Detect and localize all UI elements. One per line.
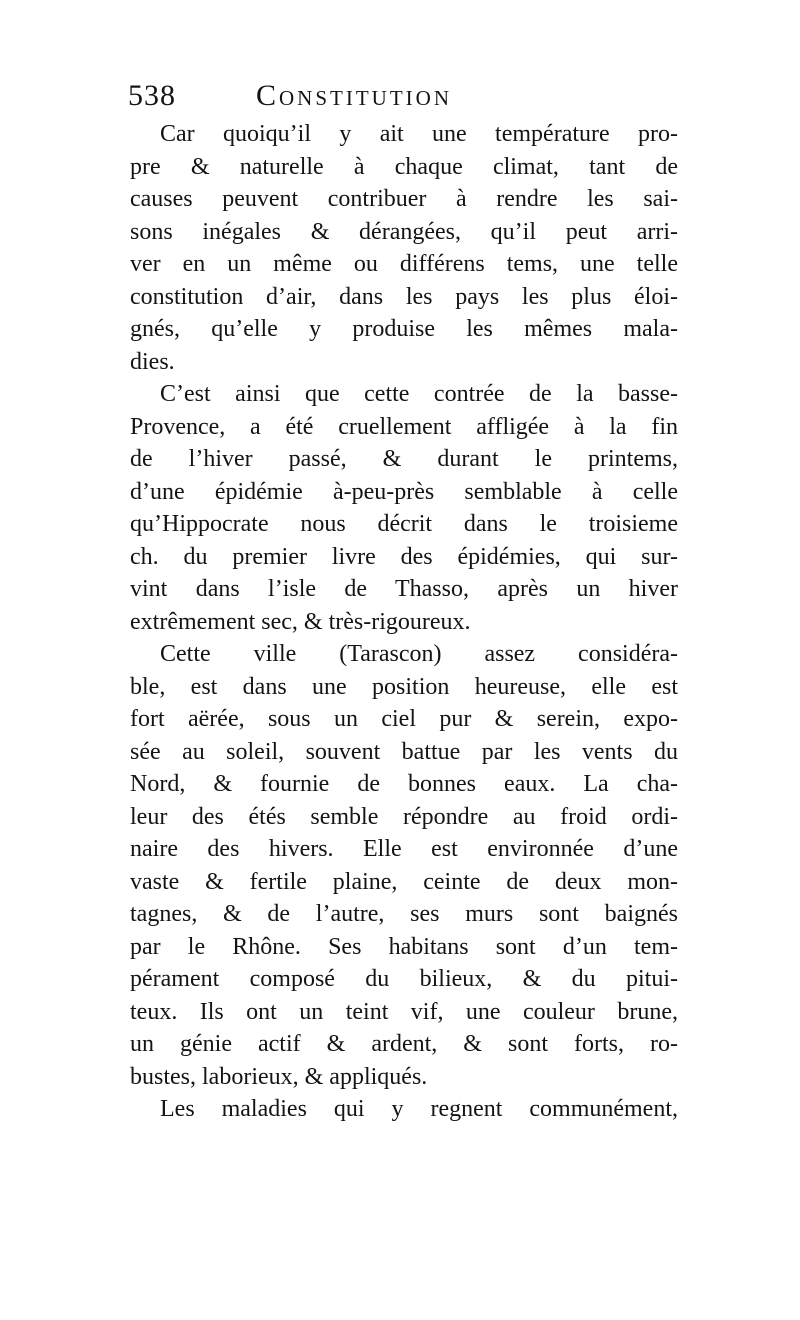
text-line: fort aërée, sous un ciel pur & serein, expo-	[130, 706, 678, 732]
text-line: tagnes, & de l’autre, ses murs sont baignés	[130, 901, 678, 927]
text-line: Nord, & fournie de bonnes eaux. La cha-	[130, 771, 678, 797]
text-line: un génie actif & ardent, & sont forts, ro-	[130, 1031, 678, 1057]
text-line: leur des étés semble répondre au froid ordi-	[130, 803, 678, 830]
running-title: Constitution	[256, 79, 452, 112]
text-line: qu’Hippocrate nous décrit dans le troisieme	[130, 511, 678, 537]
text-line: dies.	[130, 348, 175, 375]
text-line: vaste & fertile plaine, ceinte de deux mon-	[130, 868, 678, 895]
running-head	[128, 74, 688, 118]
text-line: d’une épidémie à-peu-près semblable à celle	[130, 478, 678, 505]
page-number: 538	[128, 79, 176, 112]
text-line: pérament composé du bilieux, & du pitui-	[130, 966, 678, 992]
text-line: ble, est dans une position heureuse, elle est	[130, 673, 678, 700]
text-line: sons inégales & dérangées, qu’il peut arri-	[130, 218, 678, 245]
text-line: ch. du premier livre des épidémies, qui sur-	[130, 543, 678, 570]
text-line: Provence, a été cruellement affligée à la fin	[130, 413, 678, 440]
text-line: causes peuvent contribuer à rendre les sai-	[130, 186, 678, 212]
text-line: Les maladies qui y regnent communément,	[160, 1096, 678, 1122]
text-line: Cette ville (Tarascon) assez considéra-	[160, 641, 678, 667]
text-line: ver en un même ou différens tems, une telle	[130, 251, 678, 277]
text-line: teux. Ils ont un teint vif, une couleur brune,	[130, 998, 678, 1025]
text-line: naire des hivers. Elle est environnée d’une	[130, 836, 678, 862]
text-line: extrêmement sec, & très-rigoureux.	[130, 608, 471, 635]
text-line: gnés, qu’elle y produise les mêmes mala-	[130, 316, 678, 342]
text-line: sée au soleil, souvent battue par les vents du	[130, 738, 678, 765]
body-text	[130, 118, 678, 1126]
text-line: par le Rhône. Ses habitans sont d’un tem-	[130, 933, 678, 960]
text-line: de l’hiver passé, & durant le printems,	[130, 446, 678, 472]
text-line: constitution d’air, dans les pays les plus éloi-	[130, 283, 678, 310]
text-line: vint dans l’isle de Thasso, après un hiver	[130, 576, 678, 602]
text-line: C’est ainsi que cette contrée de la basse-	[160, 381, 678, 407]
text-line: pre & naturelle à chaque climat, tant de	[130, 153, 678, 180]
text-line: Car quoiqu’il y ait une température pro-	[160, 121, 678, 147]
text-line: bustes, laborieux, & appliqués.	[130, 1063, 428, 1090]
